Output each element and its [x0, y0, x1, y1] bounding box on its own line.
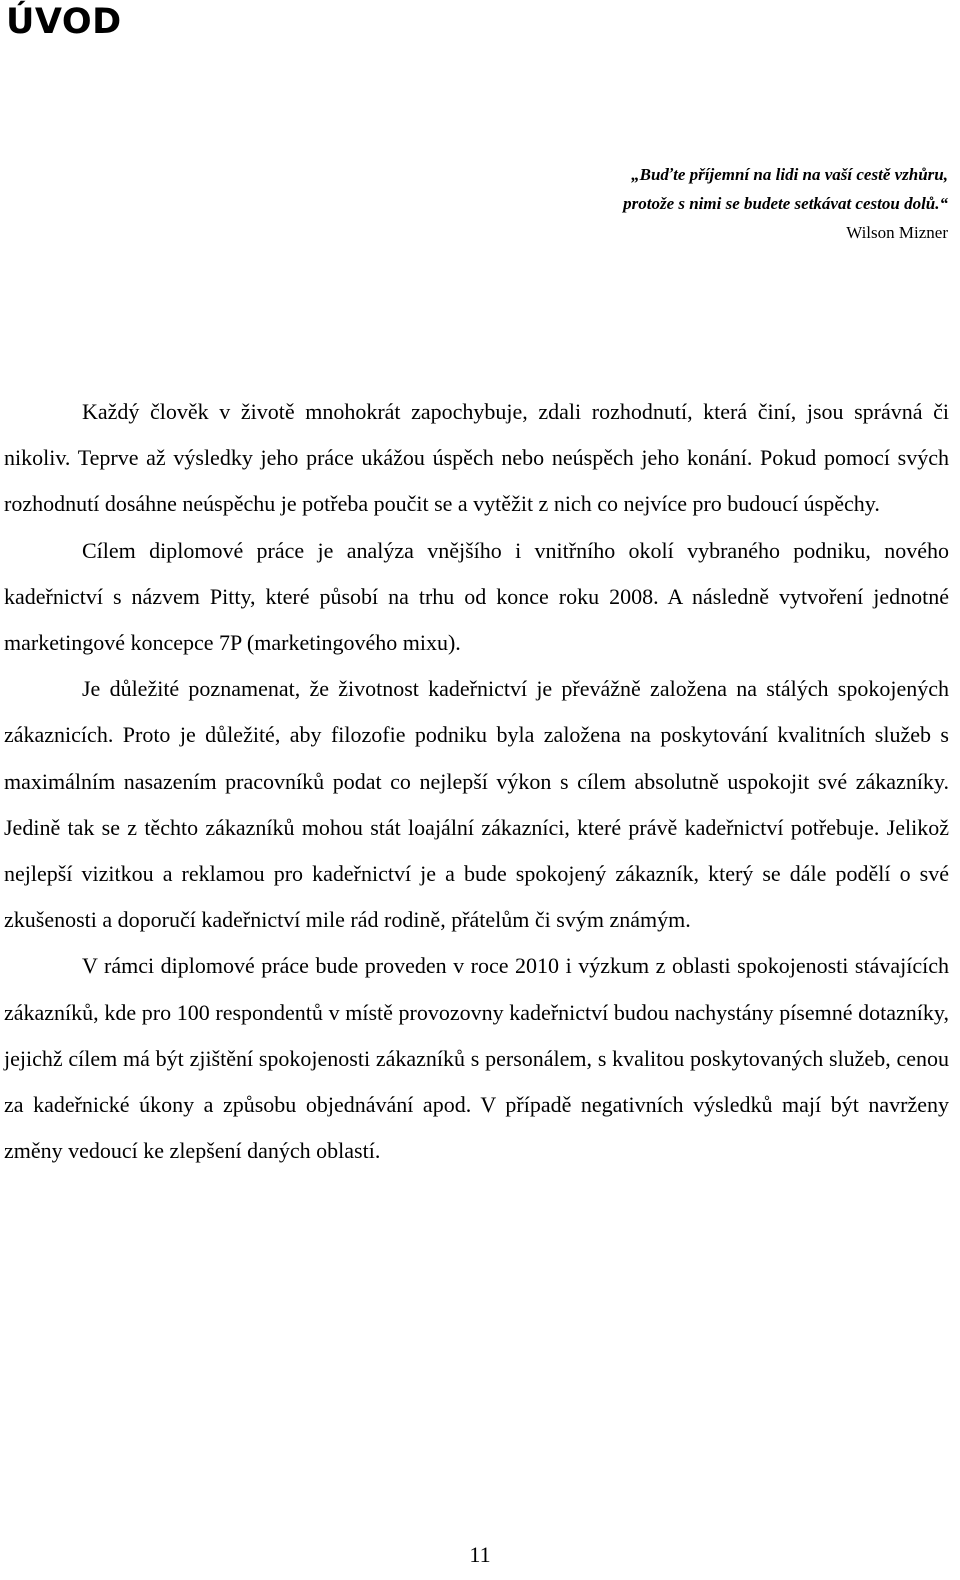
paragraph-1: Každý člověk v životě mnohokrát zapochybuje, zdali rozhodnutí, která činí, jsou správná či nikoliv. Teprve až výsledky jeho práce ukážou úspěch nebo neúspěch jeho konání. Pokud pomocí svých rozhodnutí dosáhne neúspěchu je potřeba poučit se a vytěžit z nich co nejvíce pro budoucí úspěchy.	[4, 399, 949, 517]
motto-line-2: protože s nimi se budete setkávat cestou dolů.“	[623, 194, 948, 213]
paragraph-3: Je důležité poznamenat, že životnost kadeřnictví je převážně založena na stálých spokojených zákaznicích. Proto je důležité, aby filozofie podniku byla založena na poskytování kvalitních služeb s maximálním nasazením pracovníků podat co nejlepší výkon s cílem absolutně uspokojit své zákazníky. Jedině tak se z těchto zákazníků mohou stát loajální zákazníci, které právě kadeřnictví potřebuje. Jelikož nejlepší vizitkou a reklamou pro kadeřnictví je a bude spokojený zákazník, který se dále podělí o své zkušenosti a doporučí kadeřnictví mile rád rodině, přátelům či svým známým.	[4, 676, 949, 933]
motto-quote	[348, 160, 948, 247]
page-title: ÚVOD	[6, 2, 122, 42]
motto-line-1: „Buďte příjemní na lidi na vaší cestě vzhůru,	[631, 165, 948, 184]
motto-author: Wilson Mizner	[846, 223, 948, 242]
paragraph-2: Cílem diplomové práce je analýza vnějšího i vnitřního okolí vybraného podniku, nového kadeřnictví s názvem Pitty, které působí na trhu od konce roku 2008. A následně vytvoření jednotné marketingové koncepce 7P (marketingového mixu).	[4, 537, 949, 656]
body-text	[4, 389, 949, 1174]
page-number: 11	[469, 1542, 491, 1567]
paragraph-4: V rámci diplomové práce bude proveden v roce 2010 i výzkum z oblasti spokojenosti stávajících zákazníků, kde pro 100 respondentů v místě provozovny kadeřnictví budou nachystány písemné dotazníky, jejichž cílem má být zjištění spokojenosti zákazníků s personálem, s kvalitou poskytovaných služeb, cenou za kadeřnické úkony a způsobu objednávání apod. V případě negativních výsledků mají být navrženy změny vedoucí ke zlepšení daných oblastí.	[4, 953, 949, 1164]
